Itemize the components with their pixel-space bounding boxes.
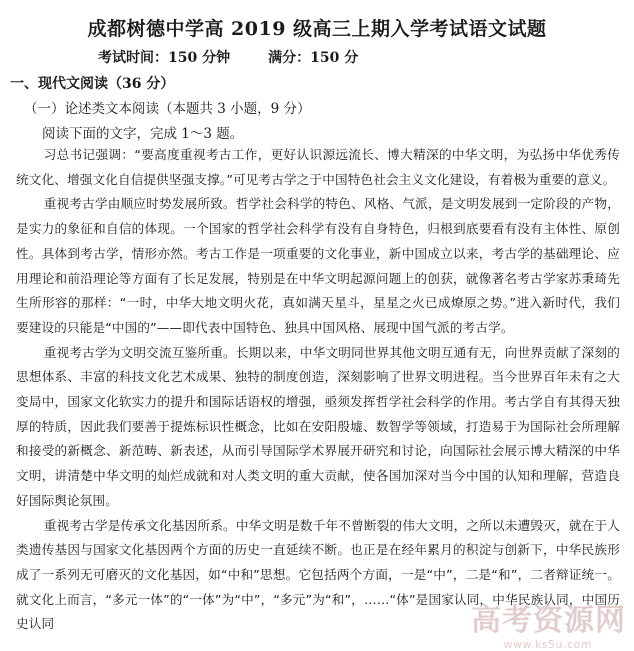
passage-body <box>16 143 620 637</box>
passage-paragraph: 重视考古学为文明交流互鉴所重。长期以来，中华文明同世界其他文明互通有无，向世界贡献了深刻的思想体系、丰富的科技文化艺术成果、独特的制度创造，深刻影响了世界文明进程。当今世界百年未有之大变局中，国家文化软实力的提升和国际话语权的增强，亟须发挥哲学社会科学的作用。考古学自有其得天独厚的特质，因此我们要善于提炼标识性概念，比如在安阳殷墟、数智学等领域，打造易于为国际社会所理解和接受的新概念、新范畴、新表述，从而引导国际学术界展开研究和讨论，向国际社会展示博大精深的中华文明，讲清楚中华文明的灿烂成就和对人类文明的重大贡献，使各国加深对当今中国的认知和理解，营造良好国际舆论氛围。 <box>16 344 620 508</box>
subsection-heading: （一）论述类文本阅读（本题共 3 小题，9 分） <box>24 101 311 117</box>
exam-time: 考试时间：150 分钟 <box>98 50 231 66</box>
exam-score: 满分：150 分 <box>268 50 359 66</box>
passage-paragraph: 习总书记强调：“要高度重视考古工作，更好认识源远流长、博大精深的中华文明，为弘扬中华优秀传统文化、增强文化自信提供坚强支撑。”可见考古学之于中国特色社会主义文化建设，有着极为重要的意义。 <box>16 147 620 187</box>
section-heading: 一、现代文阅读（36 分） <box>10 76 175 92</box>
passage-paragraph: 重视考古学是传承文化基因所系。中华文明是数千年不曾断裂的伟大文明，之所以未遭毁灭，就在于人类遗传基因与国家文化基因两个方面的历史一直延续不断。也正是在经年累月的积淀与创新下，中华民族形成了一系列无可磨灭的文化基因，如“中和”思想。它包括两个方面，一是“中”，二是“和”，二者辩证统一。就文化上而言，“多元一体”的“一体”为“中”，“多元”为“和”，……“体”是国家认同，中华民族认同，中国历史认同 <box>16 517 620 632</box>
reading-instruction: 阅读下面的文字，完成 1～3 题。 <box>42 126 244 142</box>
watermark-domain: www.ks5u.com <box>503 638 592 651</box>
watermark-logo <box>471 595 626 651</box>
exam-title: 成都树德中学高 2019 级高三上期入学考试语文试题 <box>87 18 547 40</box>
watermark-brand: 高考资源网 <box>471 603 626 638</box>
passage-paragraph: 重视考古学由顺应时势发展所致。哲学社会科学的特色、风格、气派，是文明发展到一定阶段的产物，是实力的象征和自信的体现。一个国家的哲学社会科学有没有自身特色，归根到底要看有没有主体性、原创性。具体到考古学，情形亦然。考古工作是一项重要的文化事业，新中国成立以来，考古学的基础理论、应用理论和前沿理论等方面有了长足发展，特别是在中华文明起源问题上的创获，就像著名考古学家苏秉琦先生所形容的那样：“一时，中华大地文明火花，真如满天星斗，星星之火已成燎原之势。”进入新时代，我们要建设的只能是“中国的”——即代表中国特色、独具中国风格、展现中国气派的考古学。 <box>16 196 620 335</box>
exam-meta <box>98 47 358 67</box>
